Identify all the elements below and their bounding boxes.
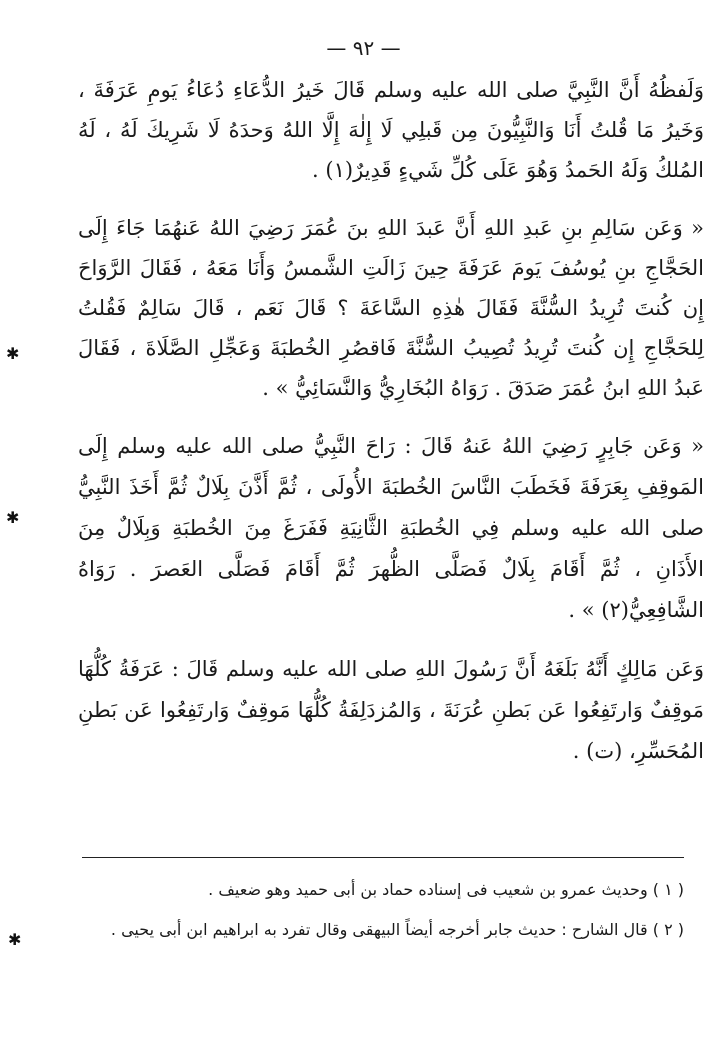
footnotes [82,872,684,948]
paragraph-3: « وَعَن جَابِرٍ رَضِيَ اللهُ عَنهُ قَالَ : رَاحَ النَّبِيُّ صلى الله عليه وسلم إِلَى المَوقِفِ بِعَرَفَةَ فَخَطَبَ النَّاسَ الخُطبَةَ الأُولَى ، ثُمَّ أَذَّنَ بِلَالٌ ثُمَّ أَخَذَ النَّبِيُّ صلى الله عليه وسلم فِي الخُطبَةِ الثَّانِيَةِ فَفَرَغَ مِنَ الخُطبَةِ وَبِلَالٌ مِنَ الأَذَانِ ، ثُمَّ أَقَامَ بِلَالٌ فَصَلَّى الظُّهرَ ثُمَّ أَقَامَ فَصَلَّى العَصرَ . رَوَاهُ الشَّافِعِيُّ(٢) » . [78,434,704,622]
margin-mark-icon: ✱ [8,930,22,949]
footnote-divider [82,857,684,858]
page-number: — ٩٢ — [326,36,401,60]
paragraph-4: وَعَن مَالِكٍ أَنَّهُ بَلَغَهُ أَنَّ رَسُولَ اللهِ صلى الله عليه وسلم قَالَ : عَرَفَةُ كُلُّهَا مَوقِفٌ وَارتَفِعُوا عَن بَطنِ عُرَنَةَ ، وَالمُزدَلِفَةُ كُلُّهَا مَوقِفٌ وَارتَفِعُوا عَن بَطنِ المُحَسِّرِ، (ت) . [78,657,704,763]
body-text [78,70,704,772]
paragraph-2: « وَعَن سَالِمِ بنِ عَبدِ اللهِ أَنَّ عَبدَ اللهِ بنَ عُمَرَ رَضِيَ اللهُ عَنهُمَا جَاءَ إِلَى الحَجَّاجِ بنِ يُوسُفَ يَومَ عَرَفَةَ حِينَ زَالَتِ الشَّمسُ وَأَنَا مَعَهُ ، فَقَالَ الرَّوَاحَ إِن كُنتَ تُرِيدُ السُّنَّةَ فَقَالَ هٰذِهِ السَّاعَةَ ؟ قَالَ نَعَم ، قَالَ سَالِمٌ فَقُلتُ لِلحَجَّاجِ إِن كُنتَ تُرِيدُ تُصِيبُ السُّنَّةَ فَاقصُرِ الخُطبَةَ وَعَجِّلِ الصَّلَاةَ ، فَقَالَ عَبدُ اللهِ ابنُ عُمَرَ صَدَقَ . رَوَاهُ البُخَارِيُّ وَالنَّسَائِيُّ » . [78,216,704,400]
footnote-1: ( ١ ) وحديث عمرو بن شعيب فى إسناده حماد بن أبى حميد وهو ضعيف . [208,880,684,899]
footnote-2: ( ٢ ) قال الشارح : حديث جابر أخرجه أيضاً البيهقى وقال تفرد به ابراهيم ابن أبى يحيى . [110,920,684,939]
margin-mark-icon: ✱ [6,508,20,527]
margin-mark-icon: ✱ [6,344,20,363]
paragraph-1: وَلَفظُهُ أَنَّ النَّبِيَّ صلى الله عليه وسلم قَالَ خَيرُ الدُّعَاءِ دُعَاءُ يَومِ عَرَفَةَ ، وَخَيرُ مَا قُلتُ أَنَا وَالنَّبِيُّونَ مِن قَبلِي لَا إِلٰهَ إِلَّا اللهُ وَحدَهُ لَا شَرِيكَ لَهُ ، لَهُ المُلكُ وَلَهُ الحَمدُ وَهُوَ عَلَى كُلِّ شَيءٍ قَدِيرٌ(١) . [78,78,704,182]
